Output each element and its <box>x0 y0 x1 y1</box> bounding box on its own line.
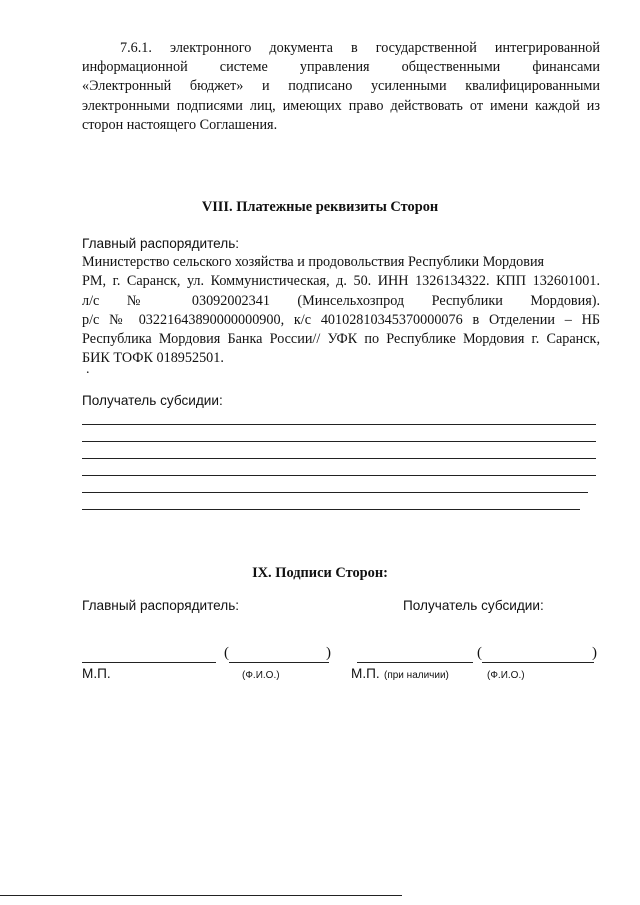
paren-open: ( <box>477 645 482 661</box>
section-9-heading: IX. Подписи Сторон: <box>252 565 388 581</box>
paragraph-line: электронными подписями лиц, имеющих право действовать от имени каждой из <box>82 97 600 114</box>
signature-line <box>82 662 216 663</box>
recipient-label: Получатель субсидии: <box>82 393 223 408</box>
left-fio-label: (Ф.И.О.) <box>242 670 280 681</box>
paragraph-line: сторон настоящего Соглашения. <box>82 116 278 133</box>
left-mp-label: М.П. <box>82 666 111 681</box>
details-line: р/с № 03221643890000000900, к/с 40102810345370000076 в Отделении – НБ <box>82 311 600 328</box>
paren-open: ( <box>224 645 229 661</box>
section-7-6-1-paragraph <box>82 39 600 135</box>
signature-left-label: Главный распорядитель: <box>82 598 240 613</box>
fio-line <box>482 662 594 663</box>
right-fio-label: (Ф.И.О.) <box>487 670 525 681</box>
blank-line <box>82 492 588 493</box>
right-mp-label: М.П. <box>351 666 380 681</box>
details-line: л/с № 03092002341 (Минсельхозпрод Республики Мордовия). <box>82 292 600 309</box>
main-distributor-label: Главный распорядитель: <box>82 236 240 251</box>
fio-line <box>229 662 329 663</box>
details-line: Министерство сельского хозяйства и продовольствия Республики Мордовия <box>82 254 545 271</box>
signature-right-label: Получатель субсидии: <box>403 598 544 613</box>
blank-line <box>82 424 596 425</box>
paren-close: ) <box>326 645 331 661</box>
blank-line <box>82 441 596 442</box>
paragraph-line: информационной системе управления общественными финансами <box>82 59 600 76</box>
paragraph-line: 7.6.1. электронного документа в государственной интегрированной <box>120 40 600 56</box>
section-8-heading: VIII. Платежные реквизиты Сторон <box>201 199 439 215</box>
footer-rule <box>0 895 402 896</box>
paragraph-line: «Электронный бюджет» и подписано усиленными квалифицированными <box>82 78 600 95</box>
details-line: РМ, г. Саранск, ул. Коммунистическая, д. 50. ИНН 1326134322. КПП 132601001. <box>82 273 600 290</box>
blank-line <box>82 458 596 459</box>
details-line: БИК ТОФК 018952501. <box>82 350 224 367</box>
bullet-dot: . <box>86 362 90 377</box>
blank-line <box>82 509 580 510</box>
signature-line <box>357 662 473 663</box>
blank-line <box>82 475 596 476</box>
payment-details <box>82 234 600 368</box>
details-line: Республика Мордовия Банка России// УФК по Республике Мордовия г. Саранск, <box>82 331 600 348</box>
right-mp-note: (при наличии) <box>384 670 449 681</box>
paren-close: ) <box>592 645 597 661</box>
